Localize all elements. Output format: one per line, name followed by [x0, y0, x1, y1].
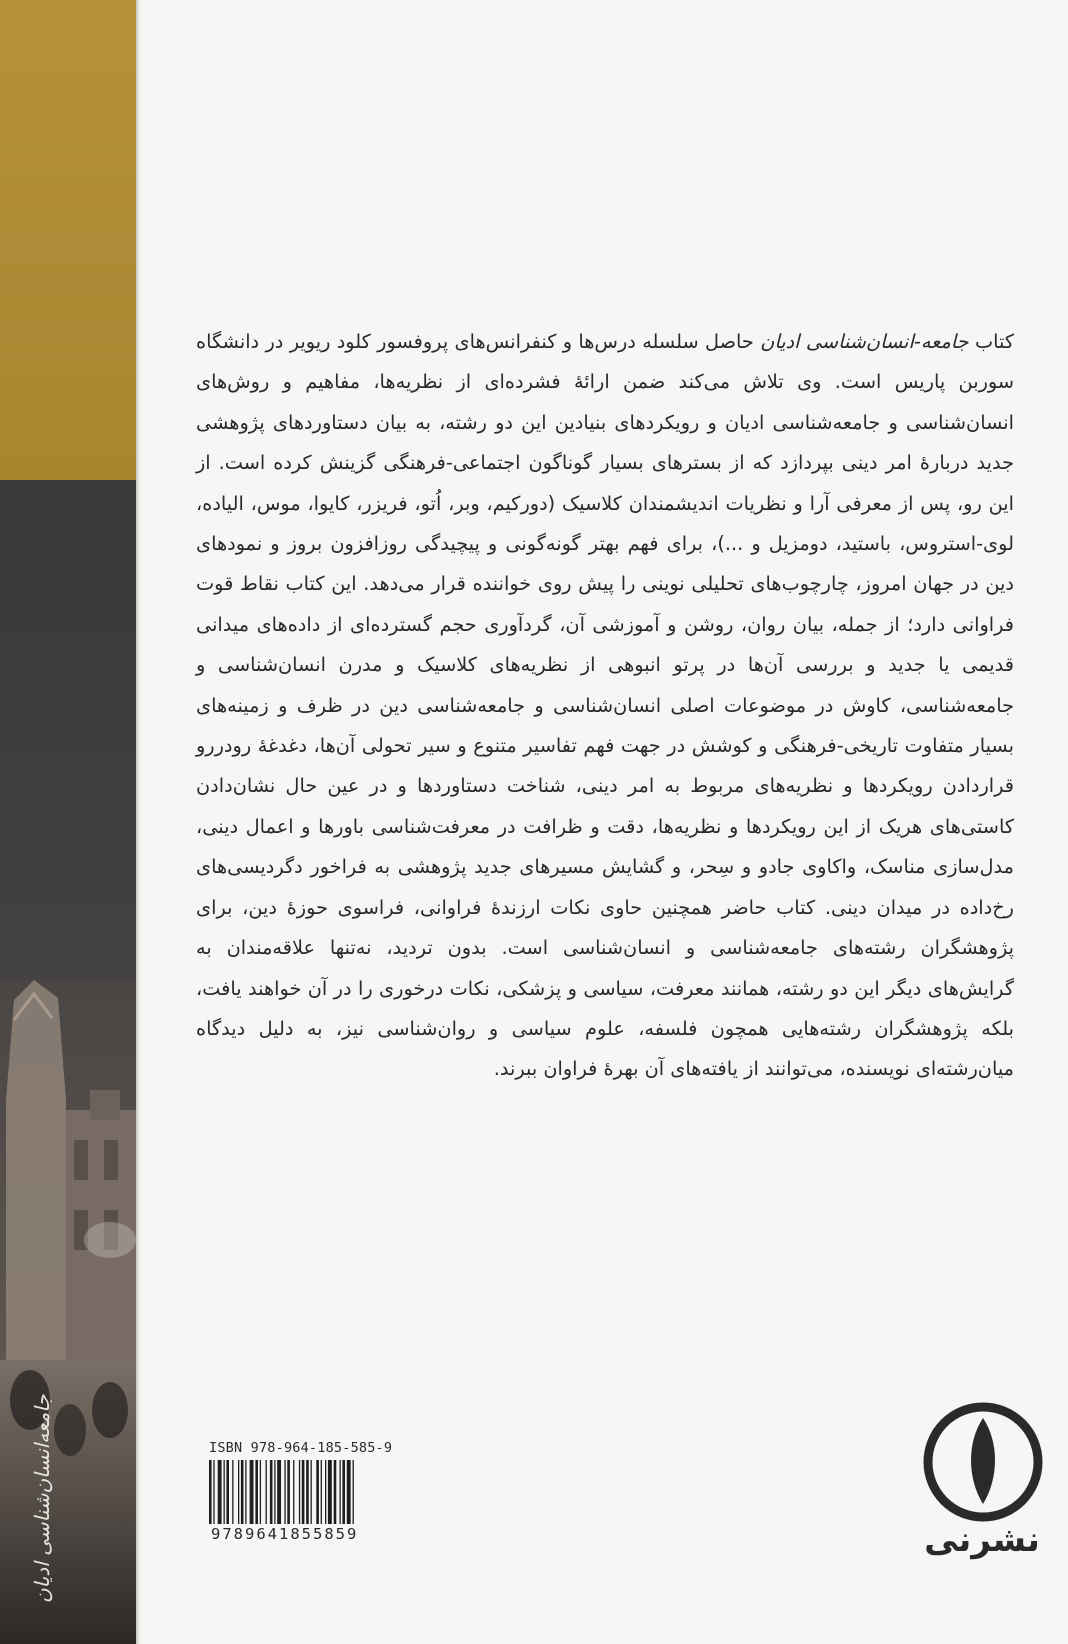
isbn-label: ISBN 978-964-185-585-9 [209, 1440, 393, 1456]
blurb-body: حاصل سلسله درس‌ها و کنفرانس‌های پروفسور کلود ریویر در دانشگاه سوربن پاریس است. وی تلاش می‌کند ضمن ارائهٔ فشرده‌ای از نظریه‌ها، مفاهیم و روش‌های انسان‌شناسی و جامعه‌شناسی ادیان و رویکردهای بنیادین این دو رشته، به بیان دستاوردهای پژوهشی جدید دربارهٔ امر دینی بپردازد که از بسترهای بسیار گوناگون اجتماعی-فرهنگی گزینش کرده است. از این رو، پس از معرفی آرا و نظریات اندیشمندان کلاسیک (دورکیم، وبر، اُتو، فریزر، کایوا، موس، الیاده، لوی-استروس، باستید، دومزیل و ...)، برای فهم بهتر گونه‌گونی و پیچیدگی روزافزون بروز و نمودهای دین در جهان امروز، چارچوب‌های تحلیلی نوینی را پیش روی خواننده قرار می‌دهد. این کتاب نقاط قوت فراوانی دارد؛ از جمله، بیان روان، روشن و آموزشی آن، گردآوری حجم گسترده‌ای از داده‌های میدانی قدیمی یا جدید و بررسی آن‌ها در پرتو انبوهی از نظریه‌های کلاسیک و مدرن انسان‌شناسی و جامعه‌شناسی، کاوش در موضوعات اصلی انسان‌شناسی و جامعه‌شناسی دین در ظرف و زمینه‌های بسیار متفاوت تاریخی-فرهنگی و کوشش در جهت فهم تفاسیر متنوع و سیر تحولی آن‌ها، دغدغهٔ رودررو قراردادن رویکردها و نظریه‌های مربوط به امر دینی، شناخت دستاوردها و در عین حال نشان‌دادن کاستی‌های هریک از این رویکردها و نظریه‌ها، دقت و ظرافت در معرفت‌شناسی باورها و اعمال دینی، مدل‌سازی مناسک، واکاوی جادو و سِحر، و گشایش مسیرهای جدید پژوهشی به فراخور دگردیسی‌های رخ‌داده در میدان دینی. کتاب حاضر همچنین حاوی نکات ارزندهٔ فراوانی، فراسوی حوزهٔ دین، برای پژوهشگران رشته‌های جامعه‌شناسی و انسان‌شناسی است. بدون تردید، نه‌تنها علاقه‌مندان به گرایش‌های دیگر این دو رشته، همانند معرفت، سیاسی و پزشکی، نکات درخوری را در آن خواهند یافت، بلکه پژوهشگران رشته‌هایی همچون فلسفه، علوم سیاسی و روان‌شناسی نیز، به دلیل دیدگاه میان‌رشته‌ای نویسنده، می‌توانند از یافته‌های آن بهرهٔ فراوان ببرند. [196, 330, 1014, 1081]
book-title: جامعه‌-انسان‌شناسی ادیان [760, 330, 969, 353]
book-spine [0, 0, 138, 1644]
publisher-logo-icon [921, 1400, 1045, 1524]
publisher-name: نشرنی [924, 1520, 1040, 1560]
back-cover-blurb [196, 322, 1014, 1090]
barcode-graphic [207, 1460, 397, 1524]
spine-photo [0, 980, 138, 1644]
spine-edge-shadow [136, 0, 140, 1644]
blurb-intro: کتاب [974, 330, 1014, 353]
isbn-barcode-block [207, 1440, 397, 1546]
spine-gold-band [0, 0, 138, 480]
spine-caption: جامعه‌انسان‌شناسی ادیان [30, 1394, 54, 1604]
barcode-digits: 9789641855859 [211, 1525, 359, 1543]
